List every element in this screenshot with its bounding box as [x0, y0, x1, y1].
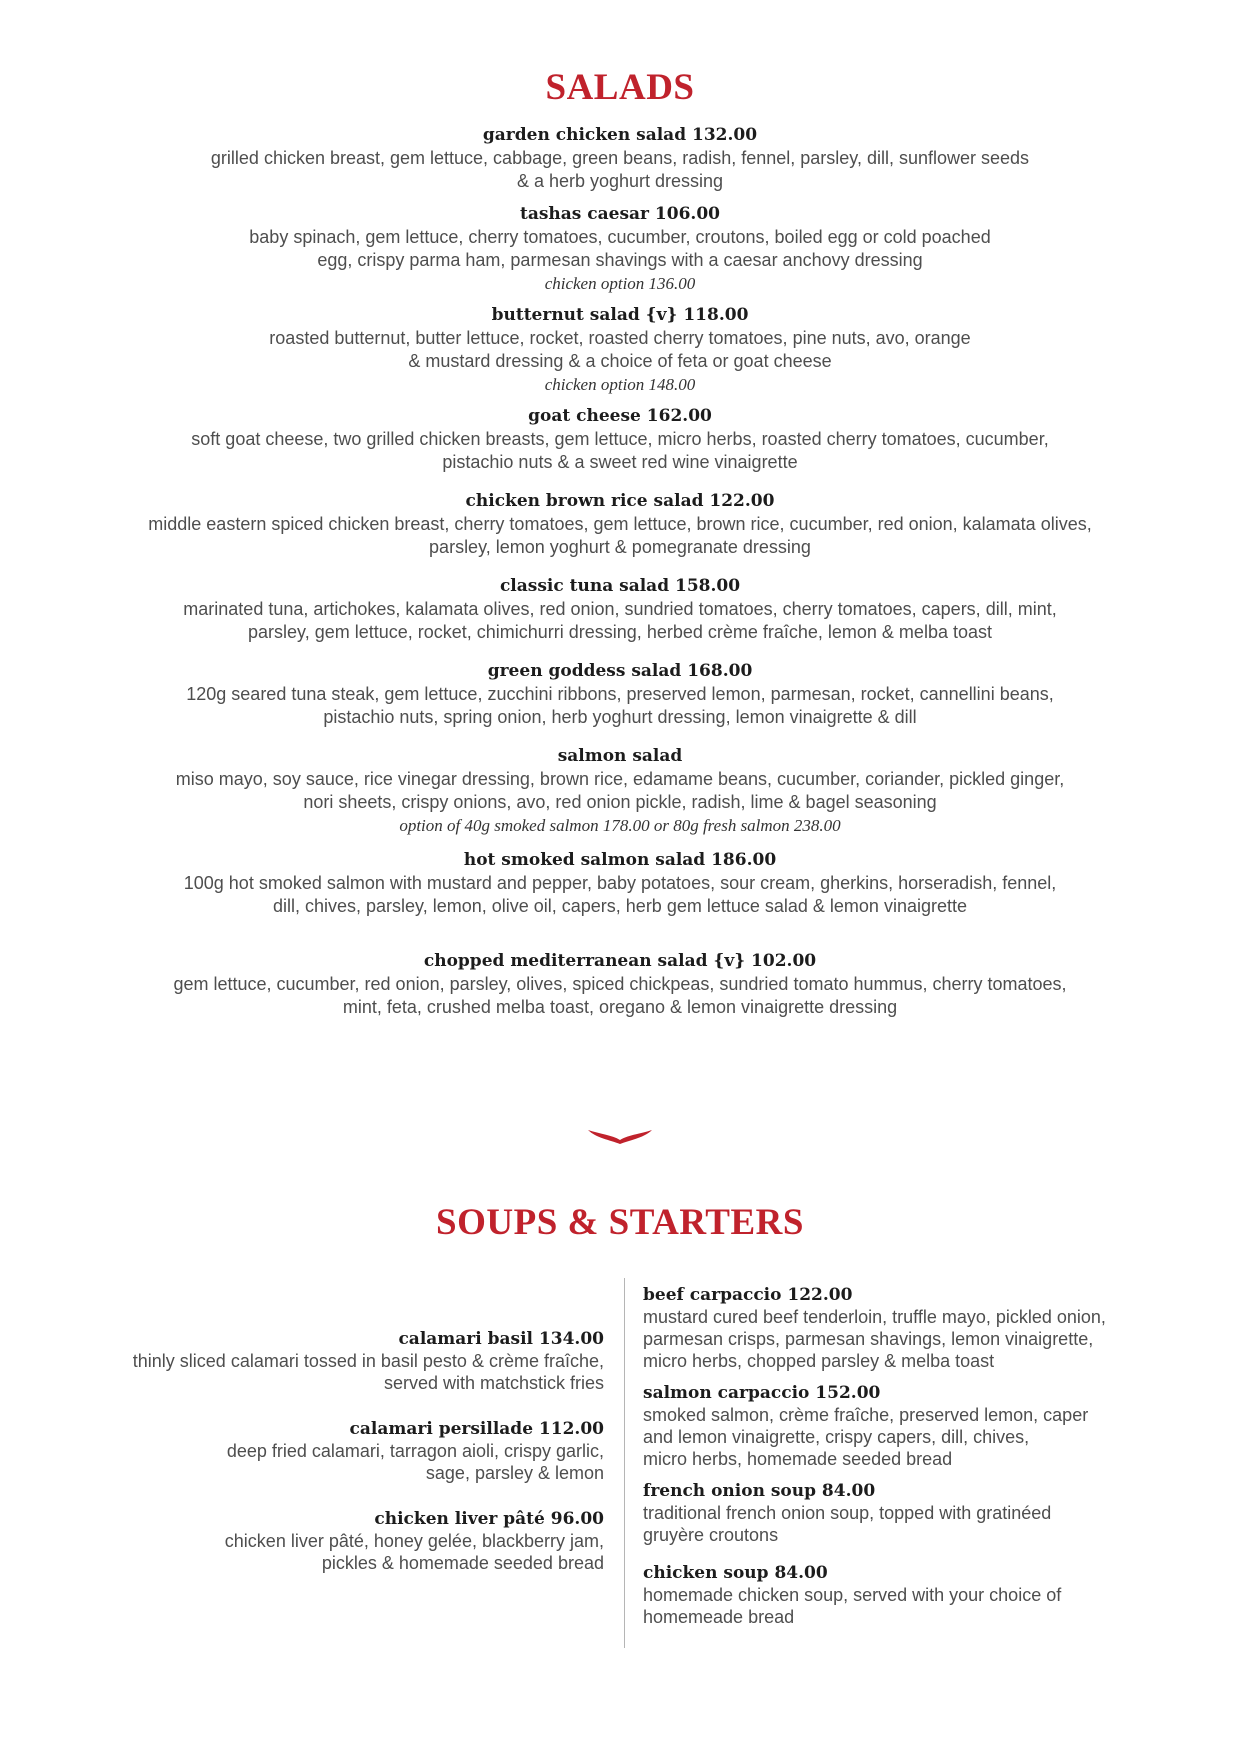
item-name: green goddess salad 168.00 [487, 661, 753, 681]
item-name: salmon salad [557, 746, 683, 766]
column-divider [624, 1278, 625, 1648]
item-option: option of 40g smoked salmon 178.00 or 80g fresh salmon 238.00 [399, 816, 841, 835]
item-name: garden chicken salad 132.00 [482, 125, 758, 145]
item-desc: grilled chicken breast, gem lettuce, cabbage, green beans, radish, fennel, parsley, dill, sunflower seeds [210, 148, 1030, 168]
starters-title: SOUPS & STARTERS [436, 1202, 804, 1243]
item-desc: micro herbs, homemade seeded bread [643, 1449, 953, 1469]
item-desc: gem lettuce, cucumber, red onion, parsley, olives, spiced chickpeas, sundried tomato hummus, cherry tomatoes, [173, 974, 1067, 994]
item-desc: parsley, gem lettuce, rocket, chimichurri dressing, herbed crème fraîche, lemon & melba toast [248, 622, 992, 642]
item-name: chicken brown rice salad 122.00 [465, 491, 775, 511]
item-desc: 100g hot smoked salmon with mustard and pepper, baby potatoes, sour cream, gherkins, horseradish, fennel, [183, 873, 1057, 893]
starters-left-column [60, 1328, 604, 1574]
starters-right-column [643, 1284, 1163, 1628]
item-desc: smoked salmon, crème fraîche, preserved lemon, caper [643, 1405, 1089, 1425]
item-desc: parmesan crisps, parmesan shavings, lemon vinaigrette, [643, 1329, 1094, 1349]
item-desc: marinated tuna, artichokes, kalamata olives, red onion, sundried tomatoes, cherry tomatoes, capers, dill, mint, [183, 599, 1057, 619]
starter-item [643, 1284, 1163, 1372]
salad-item [60, 124, 1180, 193]
item-name: salmon carpaccio 152.00 [643, 1383, 881, 1403]
item-desc: mustard cured beef tenderloin, truffle mayo, pickled onion, [643, 1307, 1106, 1327]
item-desc: & mustard dressing & a choice of feta or goat cheese [408, 351, 832, 371]
item-name: tashas caesar 106.00 [519, 204, 720, 224]
item-name: hot smoked salmon salad 186.00 [463, 850, 777, 870]
item-desc: baby spinach, gem lettuce, cherry tomatoes, cucumber, croutons, boiled egg or cold poached [249, 227, 991, 247]
decorative-flourish-icon [586, 1126, 654, 1146]
item-name: calamari persillade 112.00 [349, 1419, 604, 1439]
item-option: chicken option 148.00 [544, 375, 696, 394]
item-desc: pistachio nuts, spring onion, herb yoghurt dressing, lemon vinaigrette & dill [323, 707, 917, 727]
item-desc: middle eastern spiced chicken breast, cherry tomatoes, gem lettuce, brown rice, cucumber, red onion, kalamata olives, [148, 514, 1092, 534]
item-desc: homemeade bread [643, 1607, 795, 1627]
salad-item [60, 575, 1180, 644]
item-desc: & a herb yoghurt dressing [516, 171, 724, 191]
item-desc: soft goat cheese, two grilled chicken breasts, gem lettuce, micro herbs, roasted cherry tomatoes, cucumber, [191, 429, 1049, 449]
item-name: calamari basil 134.00 [398, 1329, 604, 1349]
item-desc: homemade chicken soup, served with your choice of [643, 1585, 1062, 1605]
salad-item [60, 304, 1180, 396]
item-desc: chicken liver pâté, honey gelée, blackberry jam, [224, 1531, 604, 1551]
starter-item [643, 1382, 1163, 1470]
item-desc: dill, chives, parsley, lemon, olive oil, capers, herb gem lettuce salad & lemon vinaigrette [272, 896, 967, 916]
item-desc: roasted butternut, butter lettuce, rocket, roasted cherry tomatoes, pine nuts, avo, orange [269, 328, 971, 348]
salad-item [60, 203, 1180, 295]
item-name: chicken soup 84.00 [643, 1563, 828, 1583]
item-desc: miso mayo, soy sauce, rice vinegar dressing, brown rice, edamame beans, cucumber, coriander, pickled ginger, [175, 769, 1065, 789]
item-name: beef carpaccio 122.00 [643, 1285, 853, 1305]
item-name: classic tuna salad 158.00 [499, 576, 741, 596]
salad-item [60, 950, 1180, 1019]
item-desc: served with matchstick fries [383, 1373, 604, 1393]
starter-item [643, 1480, 1163, 1546]
item-desc: egg, crispy parma ham, parmesan shavings with a caesar anchovy dressing [317, 250, 923, 270]
salad-item [60, 405, 1180, 474]
salad-item [60, 849, 1180, 918]
salads-list [60, 124, 1180, 1019]
item-desc: traditional french onion soup, topped with gratinéed [643, 1503, 1052, 1523]
starter-item [643, 1562, 1163, 1628]
salads-title: SALADS [545, 67, 695, 108]
starter-item [60, 1508, 604, 1574]
salad-item [60, 660, 1180, 729]
item-name: french onion soup 84.00 [643, 1481, 876, 1501]
item-desc: pistachio nuts & a sweet red wine vinaigrette [442, 452, 798, 472]
item-name: goat cheese 162.00 [528, 406, 712, 426]
item-desc: mint, feta, crushed melba toast, oregano & lemon vinaigrette dressing [342, 997, 898, 1017]
item-desc: micro herbs, chopped parsley & melba toast [643, 1351, 995, 1371]
item-name: chopped mediterranean salad {v} 102.00 [423, 951, 817, 971]
item-desc: 120g seared tuna steak, gem lettuce, zucchini ribbons, preserved lemon, parmesan, rocket, cannellini beans, [186, 684, 1054, 704]
item-desc: sage, parsley & lemon [425, 1463, 604, 1483]
item-desc: thinly sliced calamari tossed in basil pesto & crème fraîche, [132, 1351, 604, 1371]
starter-item [60, 1418, 604, 1484]
item-desc: and lemon vinaigrette, crispy capers, dill, chives, [643, 1427, 1030, 1447]
item-desc: parsley, lemon yoghurt & pomegranate dressing [429, 537, 811, 557]
item-option: chicken option 136.00 [544, 274, 696, 293]
item-desc: gruyère croutons [643, 1525, 779, 1545]
item-desc: deep fried calamari, tarragon aioli, crispy garlic, [226, 1441, 604, 1461]
salad-item [60, 745, 1180, 837]
starter-item [60, 1328, 604, 1394]
item-name: butternut salad {v} 118.00 [491, 305, 749, 325]
item-name: chicken liver pâté 96.00 [374, 1509, 604, 1529]
item-desc: nori sheets, crispy onions, avo, red onion pickle, radish, lime & bagel seasoning [303, 792, 937, 812]
item-desc: pickles & homemade seeded bread [321, 1553, 604, 1573]
salad-item [60, 490, 1180, 559]
